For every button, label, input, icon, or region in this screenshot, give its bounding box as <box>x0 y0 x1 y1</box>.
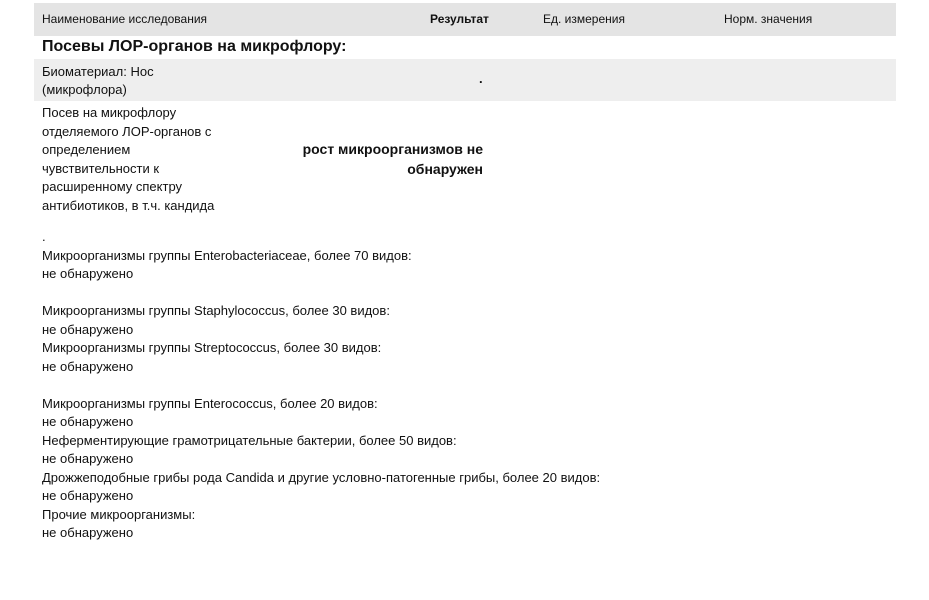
biomaterial-row <box>34 59 896 101</box>
header-result: Результат <box>430 12 489 26</box>
test-result-line2: обнаружен <box>407 161 483 177</box>
organism-value: не обнаружено <box>42 321 134 337</box>
organism-value: не обнаружено <box>42 451 134 466</box>
organism-group: Микроорганизмы группы Enterobacteriaceae, более 70 видов: <box>42 247 412 263</box>
organism-group: Микроорганизмы группы Streptococcus, более 30 видов: <box>42 340 382 355</box>
organism-group: Микроорганизмы группы Enterococcus, более 20 видов: <box>42 395 378 411</box>
detail-block <box>42 228 902 543</box>
biomaterial-label-line1: Биоматериал: Нос <box>42 64 154 79</box>
test-name-line: чувствительности к <box>42 160 160 176</box>
header-name: Наименование исследования <box>42 12 208 26</box>
section-title: Посевы ЛОР-органов на микрофлору: <box>42 38 347 55</box>
biomaterial-label-line2: (микрофлора) <box>42 82 127 97</box>
organism-group: Дрожжеподобные грибы рода Candida и другие условно-патогенные грибы, более 20 видов: <box>42 469 601 485</box>
test-result <box>288 139 483 179</box>
organism-value: не обнаружено <box>42 266 134 281</box>
organism-value: не обнаружено <box>42 414 134 429</box>
test-name-line: отделяемого ЛОР-органов с <box>42 123 212 139</box>
organism-value: не обнаружено <box>42 358 134 374</box>
test-name-line: антибиотиков, в т.ч. кандида <box>42 197 215 213</box>
header-unit: Ед. измерения <box>543 12 625 26</box>
test-result-line1: рост микроорганизмов не <box>302 141 483 157</box>
test-name-line: расширенному спектру <box>42 179 183 194</box>
test-name <box>42 104 272 215</box>
organism-group: Прочие микроорганизмы: <box>42 506 196 522</box>
detail-dot: . <box>42 229 46 244</box>
organism-value: не обнаружено <box>42 488 134 503</box>
organism-group: Микроорганизмы группы Staphylococcus, более 30 видов: <box>42 303 390 318</box>
table-header <box>34 3 896 36</box>
biomaterial-label <box>42 63 154 99</box>
test-name-line: определением <box>42 142 131 157</box>
organism-group: Неферментирующие грамотрицательные бактерии, более 50 видов: <box>42 432 457 448</box>
organism-value: не обнаружено <box>42 525 134 540</box>
header-norm: Норм. значения <box>724 12 813 26</box>
test-name-line: Посев на микрофлору <box>42 105 177 120</box>
biomaterial-result: . <box>479 71 483 86</box>
